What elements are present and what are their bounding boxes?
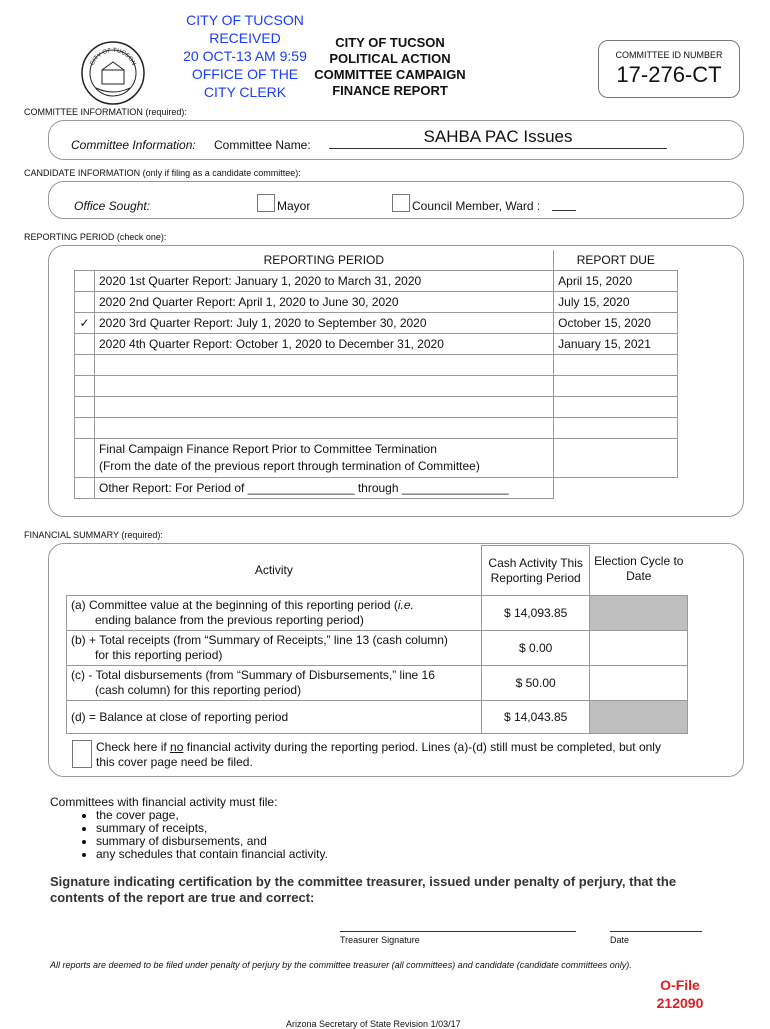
line-c-part: (cash column) for this reporting period) xyxy=(95,683,302,697)
table-row xyxy=(75,271,678,292)
title-line: CITY OF TUCSON xyxy=(335,35,445,50)
period-checkbox[interactable] xyxy=(75,334,95,355)
stamp-line: RECEIVED xyxy=(209,30,281,46)
period-checkbox[interactable] xyxy=(75,355,95,376)
period-text: 2020 3rd Quarter Report: July 1, 2020 to September 30, 2020 xyxy=(94,313,553,334)
table-row xyxy=(75,313,678,334)
city-seal xyxy=(80,40,146,106)
col-activity: Activity xyxy=(67,546,482,596)
title-line: FINANCE REPORT xyxy=(332,83,448,98)
line-a-cycle[interactable] xyxy=(590,596,688,631)
table-row xyxy=(67,631,688,666)
date-line[interactable] xyxy=(610,931,702,932)
certification-line: Signature indicating certification by the committee treasurer, issued under penalty of perjury, that the xyxy=(50,874,677,889)
revision-label: Arizona Secretary of State Revision 1/03/17 xyxy=(286,1019,461,1029)
table-row xyxy=(75,397,678,418)
no-activity-part: Check here if xyxy=(96,740,171,754)
period-checkbox[interactable] xyxy=(75,292,95,313)
no-activity-part: this cover page need be filed. xyxy=(96,755,253,769)
period-text: 2020 4th Quarter Report: October 1, 2020 to December 31, 2020 xyxy=(94,334,553,355)
mayor-checkbox[interactable] xyxy=(257,194,275,212)
no-activity-part: financial activity during the reporting period. Lines (a)-(d) still must be completed, but only xyxy=(183,740,661,754)
table-row xyxy=(75,376,678,397)
line-b-cycle[interactable] xyxy=(590,631,688,666)
line-a-text xyxy=(67,596,482,631)
table-row xyxy=(75,334,678,355)
period-due: April 15, 2020 xyxy=(554,271,678,292)
committee-id-label: COMMITTEE ID NUMBER xyxy=(615,50,723,60)
ofile-label xyxy=(640,976,720,1012)
other-report-checkbox[interactable] xyxy=(75,478,95,499)
reporting-table xyxy=(74,250,678,499)
line-d-cycle[interactable] xyxy=(590,701,688,734)
line-c-amount[interactable]: $ 50.00 xyxy=(482,666,590,701)
ofile-line: 212090 xyxy=(656,995,704,1011)
mayor-label: Mayor xyxy=(277,199,311,213)
table-row xyxy=(75,478,678,499)
table-row xyxy=(67,666,688,701)
final-report-checkbox[interactable] xyxy=(75,439,95,478)
final-report-line: (From the date of the previous report through termination of Committee) xyxy=(98,459,480,473)
list-item: • any schedules that contain financial activity. xyxy=(96,848,328,861)
table-row xyxy=(67,596,688,631)
title-line: COMMITTEE CAMPAIGN xyxy=(314,67,466,82)
financial-table xyxy=(66,545,688,734)
col-report-due: REPORT DUE xyxy=(554,250,678,271)
period-checkbox[interactable] xyxy=(75,418,95,439)
council-checkbox[interactable] xyxy=(392,194,410,212)
period-due: January 15, 2021 xyxy=(554,334,678,355)
final-report-text xyxy=(94,439,553,478)
committee-info-box xyxy=(48,120,744,160)
line-b-amount[interactable]: $ 0.00 xyxy=(482,631,590,666)
other-report-text: Other Report: For Period of ________________ through ________________ xyxy=(94,478,553,499)
list-item: • summary of disbursements, and xyxy=(96,835,328,848)
col-reporting-period: REPORTING PERIOD xyxy=(94,250,553,271)
treasurer-signature-line[interactable] xyxy=(340,931,576,932)
certification-line: contents of the report are true and correct: xyxy=(50,890,315,905)
table-row xyxy=(75,418,678,439)
list-item: • the cover page, xyxy=(96,809,328,822)
perjury-note: All reports are deemed to be filed under penalty of perjury by the committee treasurer (all committees) and candidate (candidate committees only). xyxy=(50,960,632,970)
reporting-heading: REPORTING PERIOD (check one): xyxy=(24,232,167,242)
table-row xyxy=(75,439,678,478)
line-a-part: ending balance from the previous reporting period) xyxy=(95,613,364,627)
committee-id-value[interactable]: 17-276-CT xyxy=(616,62,722,87)
no-activity-no: no xyxy=(170,740,184,754)
period-checkbox[interactable] xyxy=(75,376,95,397)
no-activity-checkbox[interactable] xyxy=(72,740,92,768)
col-election-cycle: Election Cycle to Date xyxy=(590,546,688,596)
line-b-part: for this reporting period) xyxy=(95,648,223,662)
line-d-amount[interactable]: $ 14,043.85 xyxy=(482,701,590,734)
line-c-cycle[interactable] xyxy=(590,666,688,701)
treasurer-signature-label: Treasurer Signature xyxy=(340,935,420,945)
svg-text:CITY OF TUCSON xyxy=(90,48,137,67)
committee-info-label: Committee Information: xyxy=(71,138,196,152)
period-text: 2020 1st Quarter Report: January 1, 2020 to March 31, 2020 xyxy=(94,271,553,292)
stamp-line: OFFICE OF THE xyxy=(191,66,299,82)
period-checkbox[interactable]: ✓ xyxy=(75,313,95,334)
committee-name-label: Committee Name: xyxy=(214,138,311,152)
period-checkbox[interactable] xyxy=(75,397,95,418)
report-title xyxy=(300,35,480,99)
table-row xyxy=(75,292,678,313)
line-d-text: (d) = Balance at close of reporting period xyxy=(67,701,482,734)
final-report-line: Final Campaign Finance Report Prior to Committee Termination xyxy=(98,442,437,456)
committee-info-heading: COMMITTEE INFORMATION (required): xyxy=(24,107,187,117)
line-b-text xyxy=(67,631,482,666)
ofile-line: O-File xyxy=(660,977,700,993)
table-row xyxy=(67,701,688,734)
candidate-info-heading: CANDIDATE INFORMATION (only if filing as a candidate committee): xyxy=(24,168,301,178)
list-item: • summary of receipts, xyxy=(96,822,328,835)
col-cash-activity: Cash Activity This Reporting Period xyxy=(482,546,590,596)
period-due: October 15, 2020 xyxy=(554,313,678,334)
period-checkbox[interactable] xyxy=(75,271,95,292)
certification-statement xyxy=(50,874,676,906)
stamp-line: CITY CLERK xyxy=(203,84,287,100)
title-line: POLITICAL ACTION xyxy=(329,51,451,66)
no-activity-text xyxy=(96,740,716,770)
period-text: 2020 2nd Quarter Report: April 1, 2020 to June 30, 2020 xyxy=(94,292,553,313)
must-file-section xyxy=(50,796,328,861)
seal-text: CITY OF TUCSON xyxy=(89,47,137,67)
line-a-ie: i.e. xyxy=(397,598,414,612)
must-file-intro: Committees with financial activity must file: xyxy=(50,795,278,809)
table-row xyxy=(75,355,678,376)
line-b-part: (b) + Total receipts (from “Summary of Receipts,” line 13 (cash column) xyxy=(71,633,448,647)
ward-input[interactable] xyxy=(552,210,576,211)
period-due: July 15, 2020 xyxy=(554,292,678,313)
committee-id-box xyxy=(598,40,740,98)
line-c-text xyxy=(67,666,482,701)
line-a-part: (a) Committee value at the beginning of this reporting period ( xyxy=(71,598,398,612)
committee-name-input[interactable]: SAHBA PAC Issues xyxy=(329,127,667,149)
line-a-amount[interactable]: $ 14,093.85 xyxy=(482,596,590,631)
stamp-line: 20 OCT-13 AM 9:59 xyxy=(183,48,307,64)
office-sought-label: Office Sought: xyxy=(74,199,151,213)
council-label: Council Member, Ward : xyxy=(412,199,541,213)
date-label: Date xyxy=(610,935,630,945)
stamp-line: CITY OF TUCSON xyxy=(186,12,304,28)
line-c-part: (c) - Total disbursements (from “Summary of Disbursements,” line 16 xyxy=(71,668,435,682)
candidate-info-box xyxy=(48,181,744,219)
financial-heading: FINANCIAL SUMMARY (required): xyxy=(24,530,163,540)
